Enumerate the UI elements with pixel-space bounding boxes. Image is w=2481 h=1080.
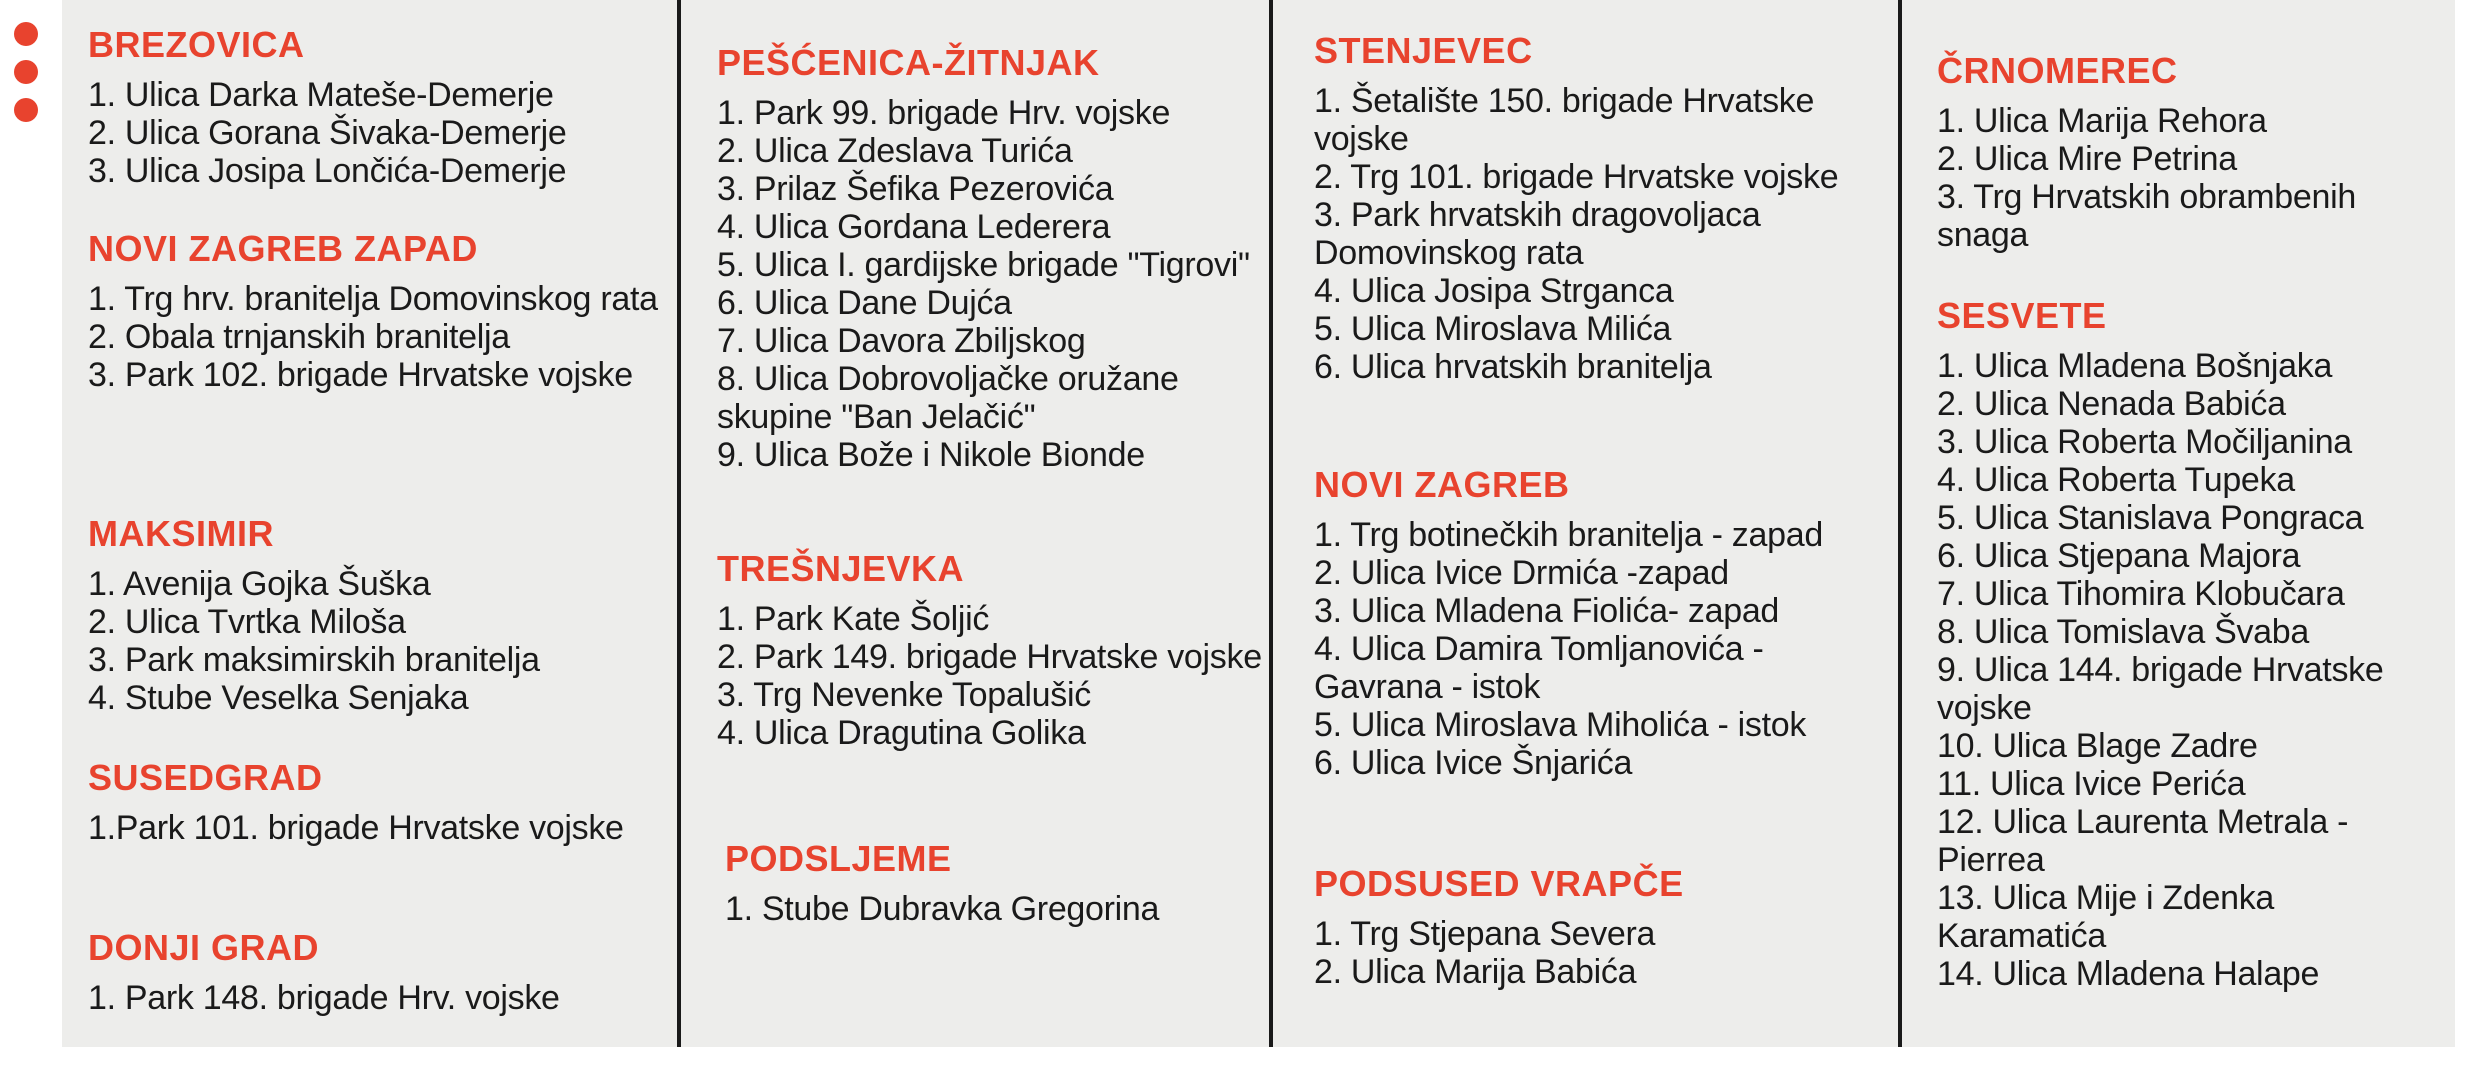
street-list <box>88 280 718 394</box>
street-item: 4. Stube Veselka Senjaka <box>88 679 469 717</box>
street-item: 13. Ulica Mije i Zdenka Karamatića <box>1937 879 2275 955</box>
street-item: 5. Ulica Miroslava Milića <box>1314 310 1672 348</box>
district-susedgrad <box>88 757 718 847</box>
street-item: 1. Trg botinečkih branitelja - zapad <box>1314 516 1823 554</box>
street-item: 5. Ulica Stanislava Pongraca <box>1937 499 2364 537</box>
street-item: 2. Ulica Zdeslava Turića <box>717 132 1073 170</box>
column-2 <box>717 0 1277 1047</box>
district-title: PEŠĆENICA-ŽITNJAK <box>717 42 1100 83</box>
street-item: 4. Ulica Josipa Strganca <box>1314 272 1674 310</box>
street-item: 3. Park maksimirskih branitelja <box>88 641 540 679</box>
street-item: 4. Ulica Gordana Lederera <box>717 208 1111 246</box>
district-title: SUSEDGRAD <box>88 757 323 798</box>
street-item: 9. Ulica 144. brigade Hrvatske vojske <box>1937 651 2384 727</box>
street-item: 2. Ulica Nenada Babića <box>1937 385 2286 423</box>
column-3 <box>1314 0 1884 1047</box>
street-item: 14. Ulica Mladena Halape <box>1937 955 2320 993</box>
bullet-dot <box>14 98 38 122</box>
district-crnomerec <box>1937 50 2437 254</box>
district-novi-zagreb <box>1314 464 1884 782</box>
street-item: 12. Ulica Laurenta Metrala - Pierrea <box>1937 803 2349 879</box>
street-item: 1. Stube Dubravka Gregorina <box>725 890 1160 928</box>
district-title: TREŠNJEVKA <box>717 548 965 589</box>
street-item: 5. Ulica I. gardijske brigade "Tigrovi" <box>717 246 1250 284</box>
district-title: DONJI GRAD <box>88 927 320 968</box>
street-list <box>88 565 718 717</box>
street-list-panel <box>62 0 2455 1047</box>
street-list <box>1314 516 1884 782</box>
district-title: MAKSIMIR <box>88 513 274 554</box>
street-item: 2. Ulica Ivice Drmića -zapad <box>1314 554 1729 592</box>
street-list <box>717 94 1277 474</box>
district-title: PODSUSED VRAPČE <box>1314 863 1684 904</box>
street-list <box>1937 347 2437 993</box>
street-item: 2. Ulica Marija Babića <box>1314 953 1637 991</box>
district-title: NOVI ZAGREB ZAPAD <box>88 228 478 269</box>
column-4 <box>1937 0 2437 1047</box>
street-item: 1. Šetalište 150. brigade Hrvatske vojske <box>1314 82 1815 158</box>
street-list <box>88 76 718 190</box>
street-item: 3. Ulica Josipa Lončića-Demerje <box>88 152 567 190</box>
district-sesvete <box>1937 295 2437 993</box>
street-item: 3. Trg Hrvatskih obrambenih snaga <box>1937 178 2356 254</box>
street-item: 4. Ulica Damira Tomljanovića - Gavrana - istok <box>1314 630 1764 706</box>
street-item: 6. Ulica hrvatskih branitelja <box>1314 348 1712 386</box>
district-brezovica <box>88 24 718 190</box>
street-item: 1. Park 148. brigade Hrv. vojske <box>88 979 560 1017</box>
street-item: 1. Ulica Marija Rehora <box>1937 102 2267 140</box>
column-1 <box>88 0 718 1047</box>
street-item: 1. Ulica Mladena Bošnjaka <box>1937 347 2333 385</box>
street-item: 1. Park Kate Šoljić <box>717 600 990 638</box>
street-item: 1. Park 99. brigade Hrv. vojske <box>717 94 1171 132</box>
street-item: 3. Ulica Mladena Fiolića- zapad <box>1314 592 1780 630</box>
street-item: 10. Ulica Blage Zadre <box>1937 727 2258 765</box>
district-tresnjevka <box>717 548 1277 752</box>
district-title: NOVI ZAGREB <box>1314 464 1570 505</box>
district-podsused-vrapce <box>1314 863 1884 991</box>
district-maksimir <box>88 513 718 717</box>
street-item: 11. Ulica Ivice Perića <box>1937 765 2246 803</box>
street-item: 1. Trg Stjepana Severa <box>1314 915 1656 953</box>
district-title: PODSLJEME <box>725 838 952 879</box>
district-podsljeme <box>725 838 1277 928</box>
district-title: BREZOVICA <box>88 24 305 65</box>
street-item: 2. Ulica Tvrtka Miloša <box>88 603 406 641</box>
street-list <box>725 890 1277 928</box>
street-item: 1. Avenija Gojka Šuška <box>88 565 431 603</box>
street-item: 4. Ulica Roberta Tupeka <box>1937 461 2295 499</box>
street-item: 2. Obala trnjanskih branitelja <box>88 318 510 356</box>
street-list <box>88 809 718 847</box>
street-item: 2. Trg 101. brigade Hrvatske vojske <box>1314 158 1839 196</box>
street-item: 8. Ulica Dobrovoljačke oružane skupine "Ban Jelačić" <box>717 360 1179 436</box>
street-item: 3. Trg Nevenke Topalušić <box>717 676 1091 714</box>
street-item: 1. Ulica Darka Mateše-Demerje <box>88 76 554 114</box>
street-item: 6. Ulica Dane Dujća <box>717 284 1012 322</box>
column-divider <box>1269 0 1273 1047</box>
street-item: 5. Ulica Miroslava Miholića - istok <box>1314 706 1807 744</box>
bullet-dot <box>14 60 38 84</box>
street-item: 7. Ulica Tihomira Klobučara <box>1937 575 2345 613</box>
street-item: 2. Ulica Gorana Šivaka-Demerje <box>88 114 567 152</box>
street-item: 3. Ulica Roberta Močiljanina <box>1937 423 2352 461</box>
street-list <box>88 979 718 1017</box>
district-title: SESVETE <box>1937 295 2107 336</box>
street-item: 1. Trg hrv. branitelja Domovinskog rata <box>88 280 658 318</box>
district-title: ČRNOMEREC <box>1937 50 2178 91</box>
street-item: 1.Park 101. brigade Hrvatske vojske <box>88 809 624 847</box>
district-stenjevec <box>1314 30 1884 386</box>
street-item: 7. Ulica Davora Zbiljskog <box>717 322 1086 360</box>
bullet-decoration <box>0 0 60 140</box>
district-title: STENJEVEC <box>1314 30 1533 71</box>
column-divider <box>677 0 681 1047</box>
street-item: 3. Park hrvatskih dragovoljaca Domovinskog rata <box>1314 196 1761 272</box>
street-item: 6. Ulica Stjepana Majora <box>1937 537 2301 575</box>
district-donji-grad <box>88 927 718 1017</box>
district-pescenica-zitnjak <box>717 42 1277 474</box>
street-list <box>1314 915 1884 991</box>
street-item: 6. Ulica Ivice Šnjarića <box>1314 744 1633 782</box>
district-novi-zagreb-zapad <box>88 228 718 394</box>
column-divider <box>1898 0 1902 1047</box>
street-list <box>1314 82 1884 386</box>
street-list <box>1937 102 2437 254</box>
street-item: 2. Park 149. brigade Hrvatske vojske <box>717 638 1262 676</box>
street-item: 8. Ulica Tomislava Švaba <box>1937 613 2310 651</box>
street-item: 4. Ulica Dragutina Golika <box>717 714 1086 752</box>
bullet-dot <box>14 22 38 46</box>
street-item: 3. Prilaz Šefika Pezerovića <box>717 170 1114 208</box>
street-item: 2. Ulica Mire Petrina <box>1937 140 2237 178</box>
street-item: 9. Ulica Bože i Nikole Bionde <box>717 436 1145 474</box>
street-list <box>717 600 1277 752</box>
street-item: 3. Park 102. brigade Hrvatske vojske <box>88 356 633 394</box>
